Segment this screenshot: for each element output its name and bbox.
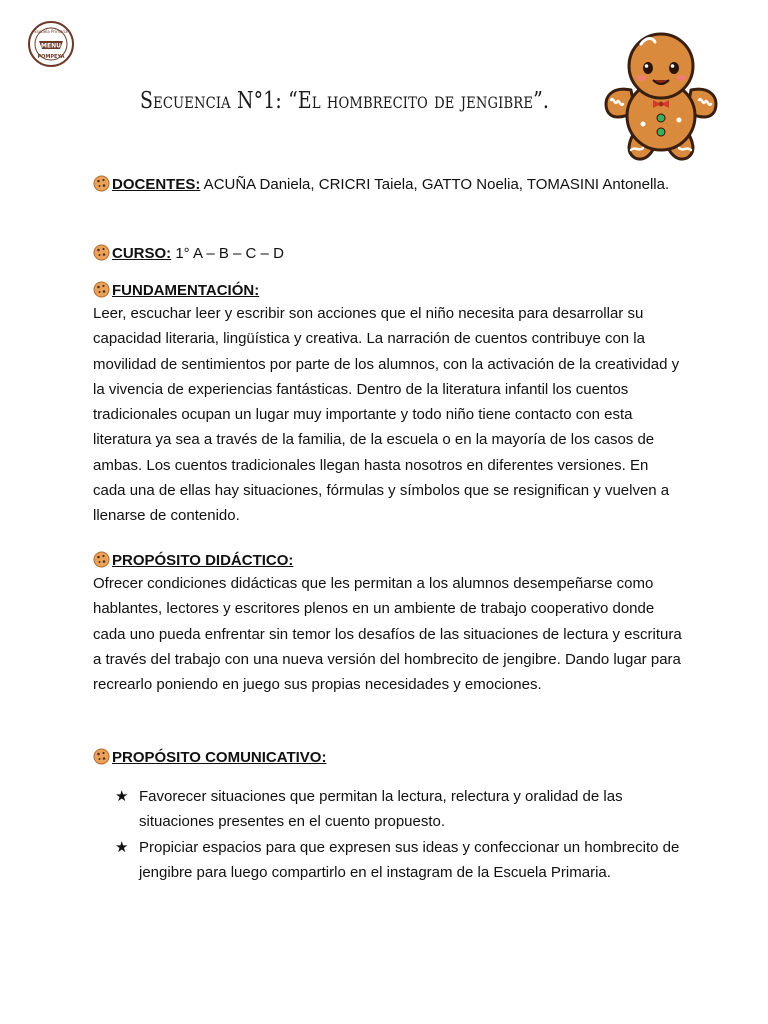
proposito-comunicativo-label: PROPÓSITO COMUNICATIVO:: [112, 749, 327, 766]
proposito-didactico-text: Ofrecer condiciones didácticas que les permitan a los alumnos desempeñarse como hablantes, lectores y escritores plenos en un ambiente de trabajo cooperativo donde cada uno pueda enfrentar sin temor los desafíos de las situaciones de lectura y escritura a través del trabajo con una nueva versión del hombrecito de jengibre. Dando lugar para recrearlo poniendo en juego sus propias necesidades y emociones.: [93, 575, 682, 694]
star-bullet-icon: ★: [115, 787, 129, 805]
list-item: [93, 784, 683, 835]
curso-text: 1° A – B – C – D: [171, 245, 284, 262]
list-item: [93, 835, 683, 886]
docentes-text: ACUÑA Daniela, CRICRI Taiela, GATTO Noelia, TOMASINI Antonella.: [200, 176, 670, 193]
star-bullet-icon: ★: [115, 837, 129, 856]
proposito-didactico-label: PROPÓSITO DIDÁCTICO:: [112, 552, 294, 569]
docentes-label: DOCENTES:: [112, 176, 201, 193]
proposito-comunicativo-list: [93, 784, 683, 885]
section-curso: [93, 241, 683, 266]
cookie-icon: [93, 281, 110, 298]
logo-middle-text: MENU: [41, 42, 61, 50]
cookie-icon: [93, 175, 110, 192]
curso-label: CURSO:: [112, 245, 172, 262]
section-docentes: [93, 172, 683, 197]
document-title: Secuencia N°1: “El hombrecito de jengibre”.: [140, 88, 550, 114]
gingerbread-man-icon: [601, 28, 721, 162]
cookie-icon: [93, 551, 110, 568]
logo-bottom-text: POMPEYA: [37, 54, 65, 60]
gingerbread-man-illustration: [601, 28, 721, 162]
section-proposito-didactico: [93, 551, 683, 697]
fundamentacion-text: Leer, escuchar leer y escribir son acciones que el niño necesita para desarrollar su capacidad literaria, lingüística y creativa. La narración de cuentos contribuye con la movilidad de sentimientos por parte de los alumnos, con la activación de la creatividad y la vivencia de experiencias fantásticas. Dentro de la literatura infantil los cuentos tradicionales ocupan un lugar muy importante y todo niño tiene contacto con esta literatura ya sea a través de la familia, de la escuela o en la mayoría de los casos de ambas. Los cuentos tradicionales llegan hasta nosotros en diferentes versiones. En cada una de ellas hay situaciones, fórmulas y símbolos que se resignifican y vuelven a llenarse de contenido.: [93, 305, 680, 525]
school-logo-icon: [27, 21, 75, 67]
fundamentacion-label: FUNDAMENTACIÓN:: [112, 282, 260, 299]
list-item-text: Favorecer situaciones que permitan la lectura, relectura y oralidad de las situaciones presentes en el cuento propuesto.: [139, 788, 623, 831]
cookie-icon: [93, 748, 110, 765]
cookie-icon: [93, 244, 110, 261]
section-proposito-comunicativo: [93, 748, 683, 885]
logo-top-text: Escuela Primaria: [34, 29, 68, 34]
section-fundamentacion: [93, 281, 683, 529]
school-logo: [27, 21, 75, 67]
list-item-text: Propiciar espacios para que expresen sus ideas y confeccionar un hombrecito de jengibre para luego compartirlo en el instagram de la Escuela Primaria.: [139, 838, 680, 881]
